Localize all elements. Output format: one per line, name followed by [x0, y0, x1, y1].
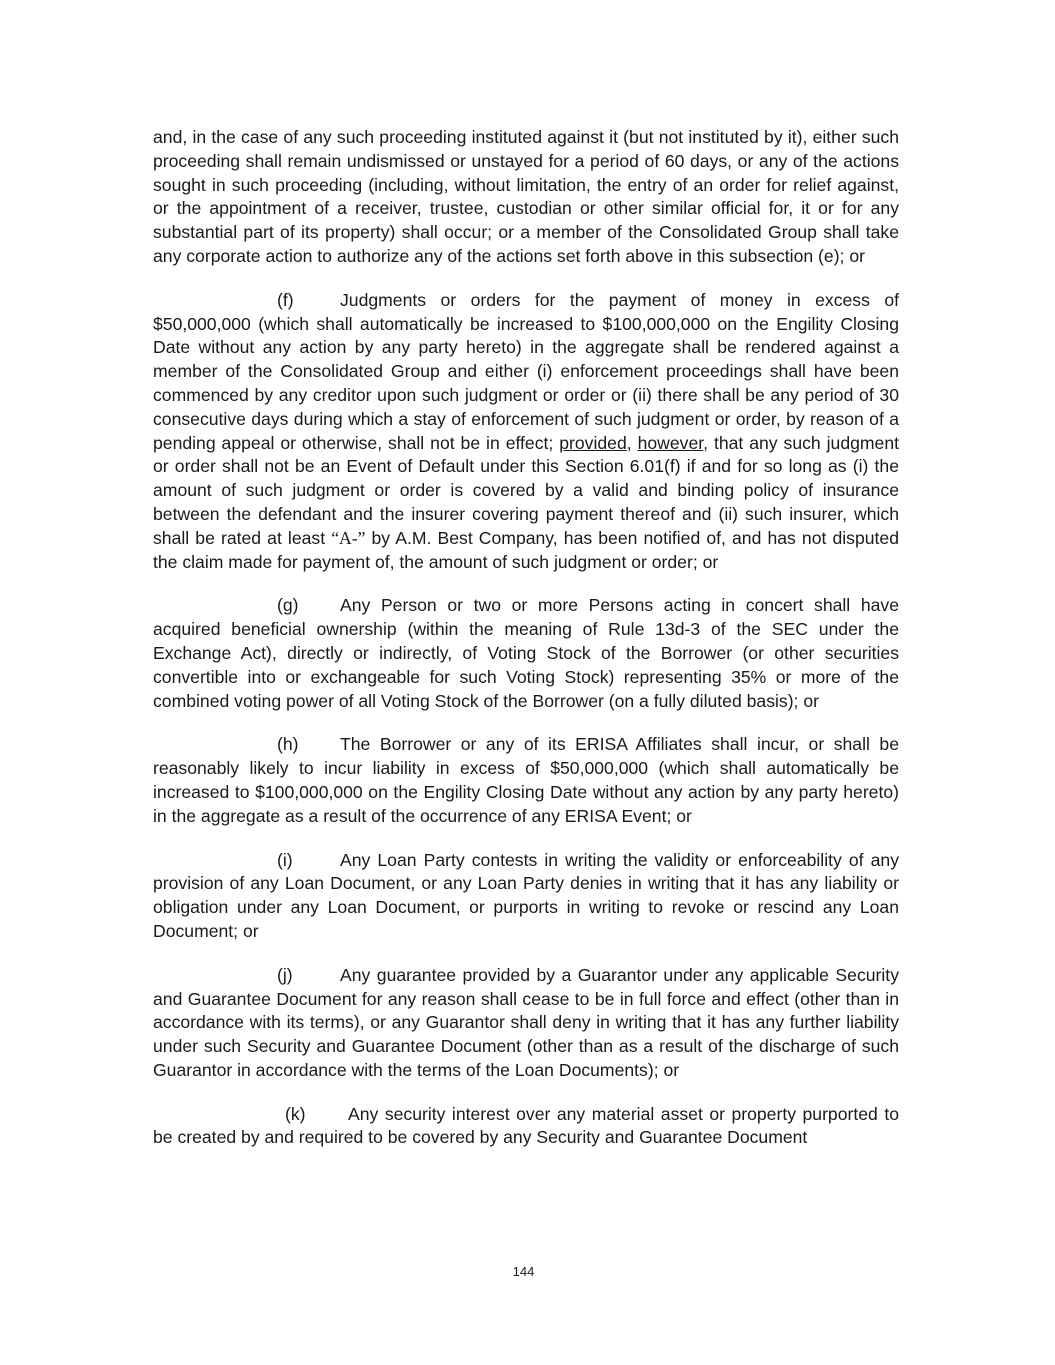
rating-quote: “A-” [331, 527, 366, 548]
provided-term: provided [559, 432, 627, 453]
paragraph-text: and, in the case of any such proceeding instituted against it (but not instituted by it), either such proceeding shall remain undismissed or unstayed for a period of 60 days, or any of the actions sought in such proceeding (including, without limitation, the entry of an order for relief against, or the appointment of a receiver, trustee, custodian or other similar official for, it or for any substantial part of its property) shall occur; or a member of the Consolidated Group shall take any corporate action to authorize any of the actions set forth above in this subsection (e); or [153, 127, 899, 266]
document-body [153, 126, 899, 1170]
paragraph-i [153, 849, 899, 944]
paragraph-text: Any security interest over any material asset or property purported to be created by and required to be covered by any Security and Guarantee Document [153, 1103, 899, 1148]
paragraph-h [153, 733, 899, 828]
paragraph-g [153, 594, 899, 713]
paragraph-text: , that any such judgment or order shall not be an Event of Default under this Section 6.01(f) if and for so long as (i) the amount of such judgment or order is covered by a valid and binding policy of insurance between the defendant and the insurer covering payment thereof and (ii) such insurer, which shall be rated at least [153, 432, 900, 548]
however-term: however [637, 432, 704, 453]
page-number: 144 [512, 1264, 535, 1279]
paragraph-marker: (g) [277, 595, 299, 616]
paragraph-text: Judgments or orders for the payment of money in excess of $50,000,000 (which shall automatically be increased to $100,000,000 on the Engility Closing Date without any action by any party hereto) in the aggregate shall be rendered against a member of the Consolidated Group and either (i) enforcement proceedings shall have been commenced by any creditor upon such judgment or order or (ii) there shall be any period of 30 consecutive days during which a stay of enforcement of such judgment or order, by reason of a pending appeal or otherwise, shall not be in effect; [153, 289, 899, 453]
paragraph-marker: (j) [277, 964, 293, 985]
paragraph-text: Any Person or two or more Persons acting in concert shall have acquired beneficial ownership (within the meaning of Rule 13d-3 of the SEC under the Exchange Act), directly or indirectly, of Voting Stock of the Borrower (or other securities convertible into or exchangeable for such Voting Stock) representing 35% or more of the combined voting power of all Voting Stock of the Borrower (on a fully diluted basis); or [153, 595, 899, 711]
paragraph-marker: (i) [277, 849, 293, 870]
paragraph-marker: (k) [285, 1103, 306, 1124]
paragraph-marker: (h) [277, 734, 299, 755]
paragraph-text: Any Loan Party contests in writing the validity or enforceability of any provision of any Loan Document, or any Loan Party denies in writing that it has any liability or obligation under any Loan Document, or purports in writing to revoke or rescind any Loan Document; or [153, 849, 899, 941]
paragraph-j [153, 964, 899, 1083]
paragraph-marker: (f) [277, 289, 294, 310]
paragraph-text: The Borrower or any of its ERISA Affiliates shall incur, or shall be reasonably likely to incur liability in excess of $50,000,000 (which shall automatically be increased to $100,000,000 on the Engility Closing Date without any action by any party hereto) in the aggregate as a result of the occurrence of any ERISA Event; or [153, 734, 899, 826]
comma: , [626, 432, 632, 453]
paragraph-e-continuation [153, 126, 899, 269]
paragraph-f [153, 289, 899, 575]
paragraph-text: by A.M. Best Company, has been notified of, and has not disputed the claim made for payment of, the amount of such judgment or order; or [153, 527, 899, 572]
paragraph-text: Any guarantee provided by a Guarantor under any applicable Security and Guarantee Document for any reason shall cease to be in full force and effect (other than in accordance with its terms), or any Guarantor shall deny in writing that it has any further liability under such Security and Guarantee Document (other than as a result of the discharge of such Guarantor in accordance with the terms of the Loan Documents); or [153, 964, 899, 1080]
paragraph-k [153, 1103, 899, 1151]
